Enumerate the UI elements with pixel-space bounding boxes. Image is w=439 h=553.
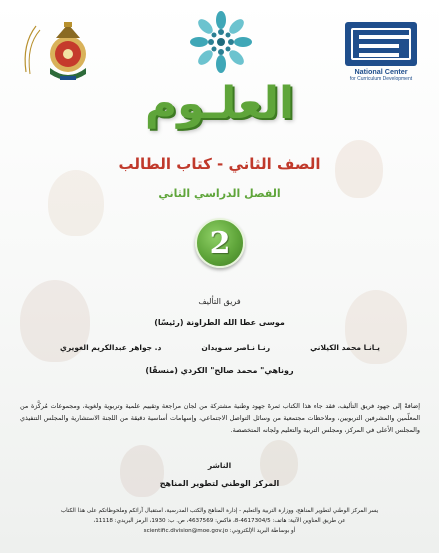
balloon-decoration	[120, 445, 164, 497]
contact-footer	[12, 506, 427, 536]
grade-badge	[195, 218, 245, 268]
authors-row	[60, 343, 380, 352]
subject-title: العلـوم	[144, 78, 295, 129]
snowflake-emblem-icon	[186, 6, 256, 78]
ncc-name: National Center	[354, 67, 408, 76]
author-name: رنـا نـاصر سـويدان	[201, 343, 271, 352]
balloon-decoration	[48, 170, 104, 236]
author-name: يـانـا محمد الكيلاني	[310, 343, 380, 352]
author-name: د. جواهر عبدالكريم الغويري	[60, 343, 162, 352]
publisher-label: الناشر	[207, 461, 232, 470]
footer-line: عن طريق العناوين الآتية: هاتف: 4617304/5-8، فاكس: 4637569، ص. ب: 1930، الرمز البريدي: 11118،	[93, 518, 346, 524]
grade-number: 2	[209, 225, 231, 261]
footer-email-line: أو بوساطة البريد الإلكتروني: scientific.division@moe.gov.jo	[143, 528, 296, 534]
grade-title: الصف الثاني - كتاب الطالب	[118, 155, 321, 173]
authors-heading: فريق التأليف	[198, 297, 241, 306]
acknowledgement-paragraph: إضافةً إلى جهود فريق التأليف، فقد جاء هذا الكتاب ثمرةَ جهود وطنية مشتركة من لجان مراجعة وتقييم علمية وتربوية ولغوية، ومجموعات مُركَّزة من المعلّمين والمشرفين التربويين، وملاحظات مجتمعية من وسائل التواصل الاجتماعي، وإسهامات أساسية دقيقة من اللجنة الاستشارية والمجلس التنفيذي والمجلس الأعلى في المركز، ومجلس التربية والتعليم ولجانه المتخصصة.	[20, 402, 420, 434]
author-coordinator: روناهي" محمد صالح" الكردي (منسقًا)	[145, 366, 294, 375]
ncc-logo-mark-icon	[345, 22, 417, 66]
ncc-subtitle: for Curriculum Development	[349, 76, 413, 82]
author-lead: موسى عطا الله الطراونة (رئيسًا)	[154, 318, 285, 327]
ministry-emblem-icon	[16, 14, 104, 86]
publisher-name: المركز الوطني لتطوير المناهج	[159, 479, 280, 488]
footer-line: يسر المركز الوطني لتطوير المناهج، ووزارة التربية والتعليم - إدارة المناهج والكتب المدرسية، استقبال آرائكم وملحوظاتكم على هذا الكتاب	[60, 508, 379, 514]
semester-title: الفصل الدراسي الثاني	[158, 187, 281, 200]
